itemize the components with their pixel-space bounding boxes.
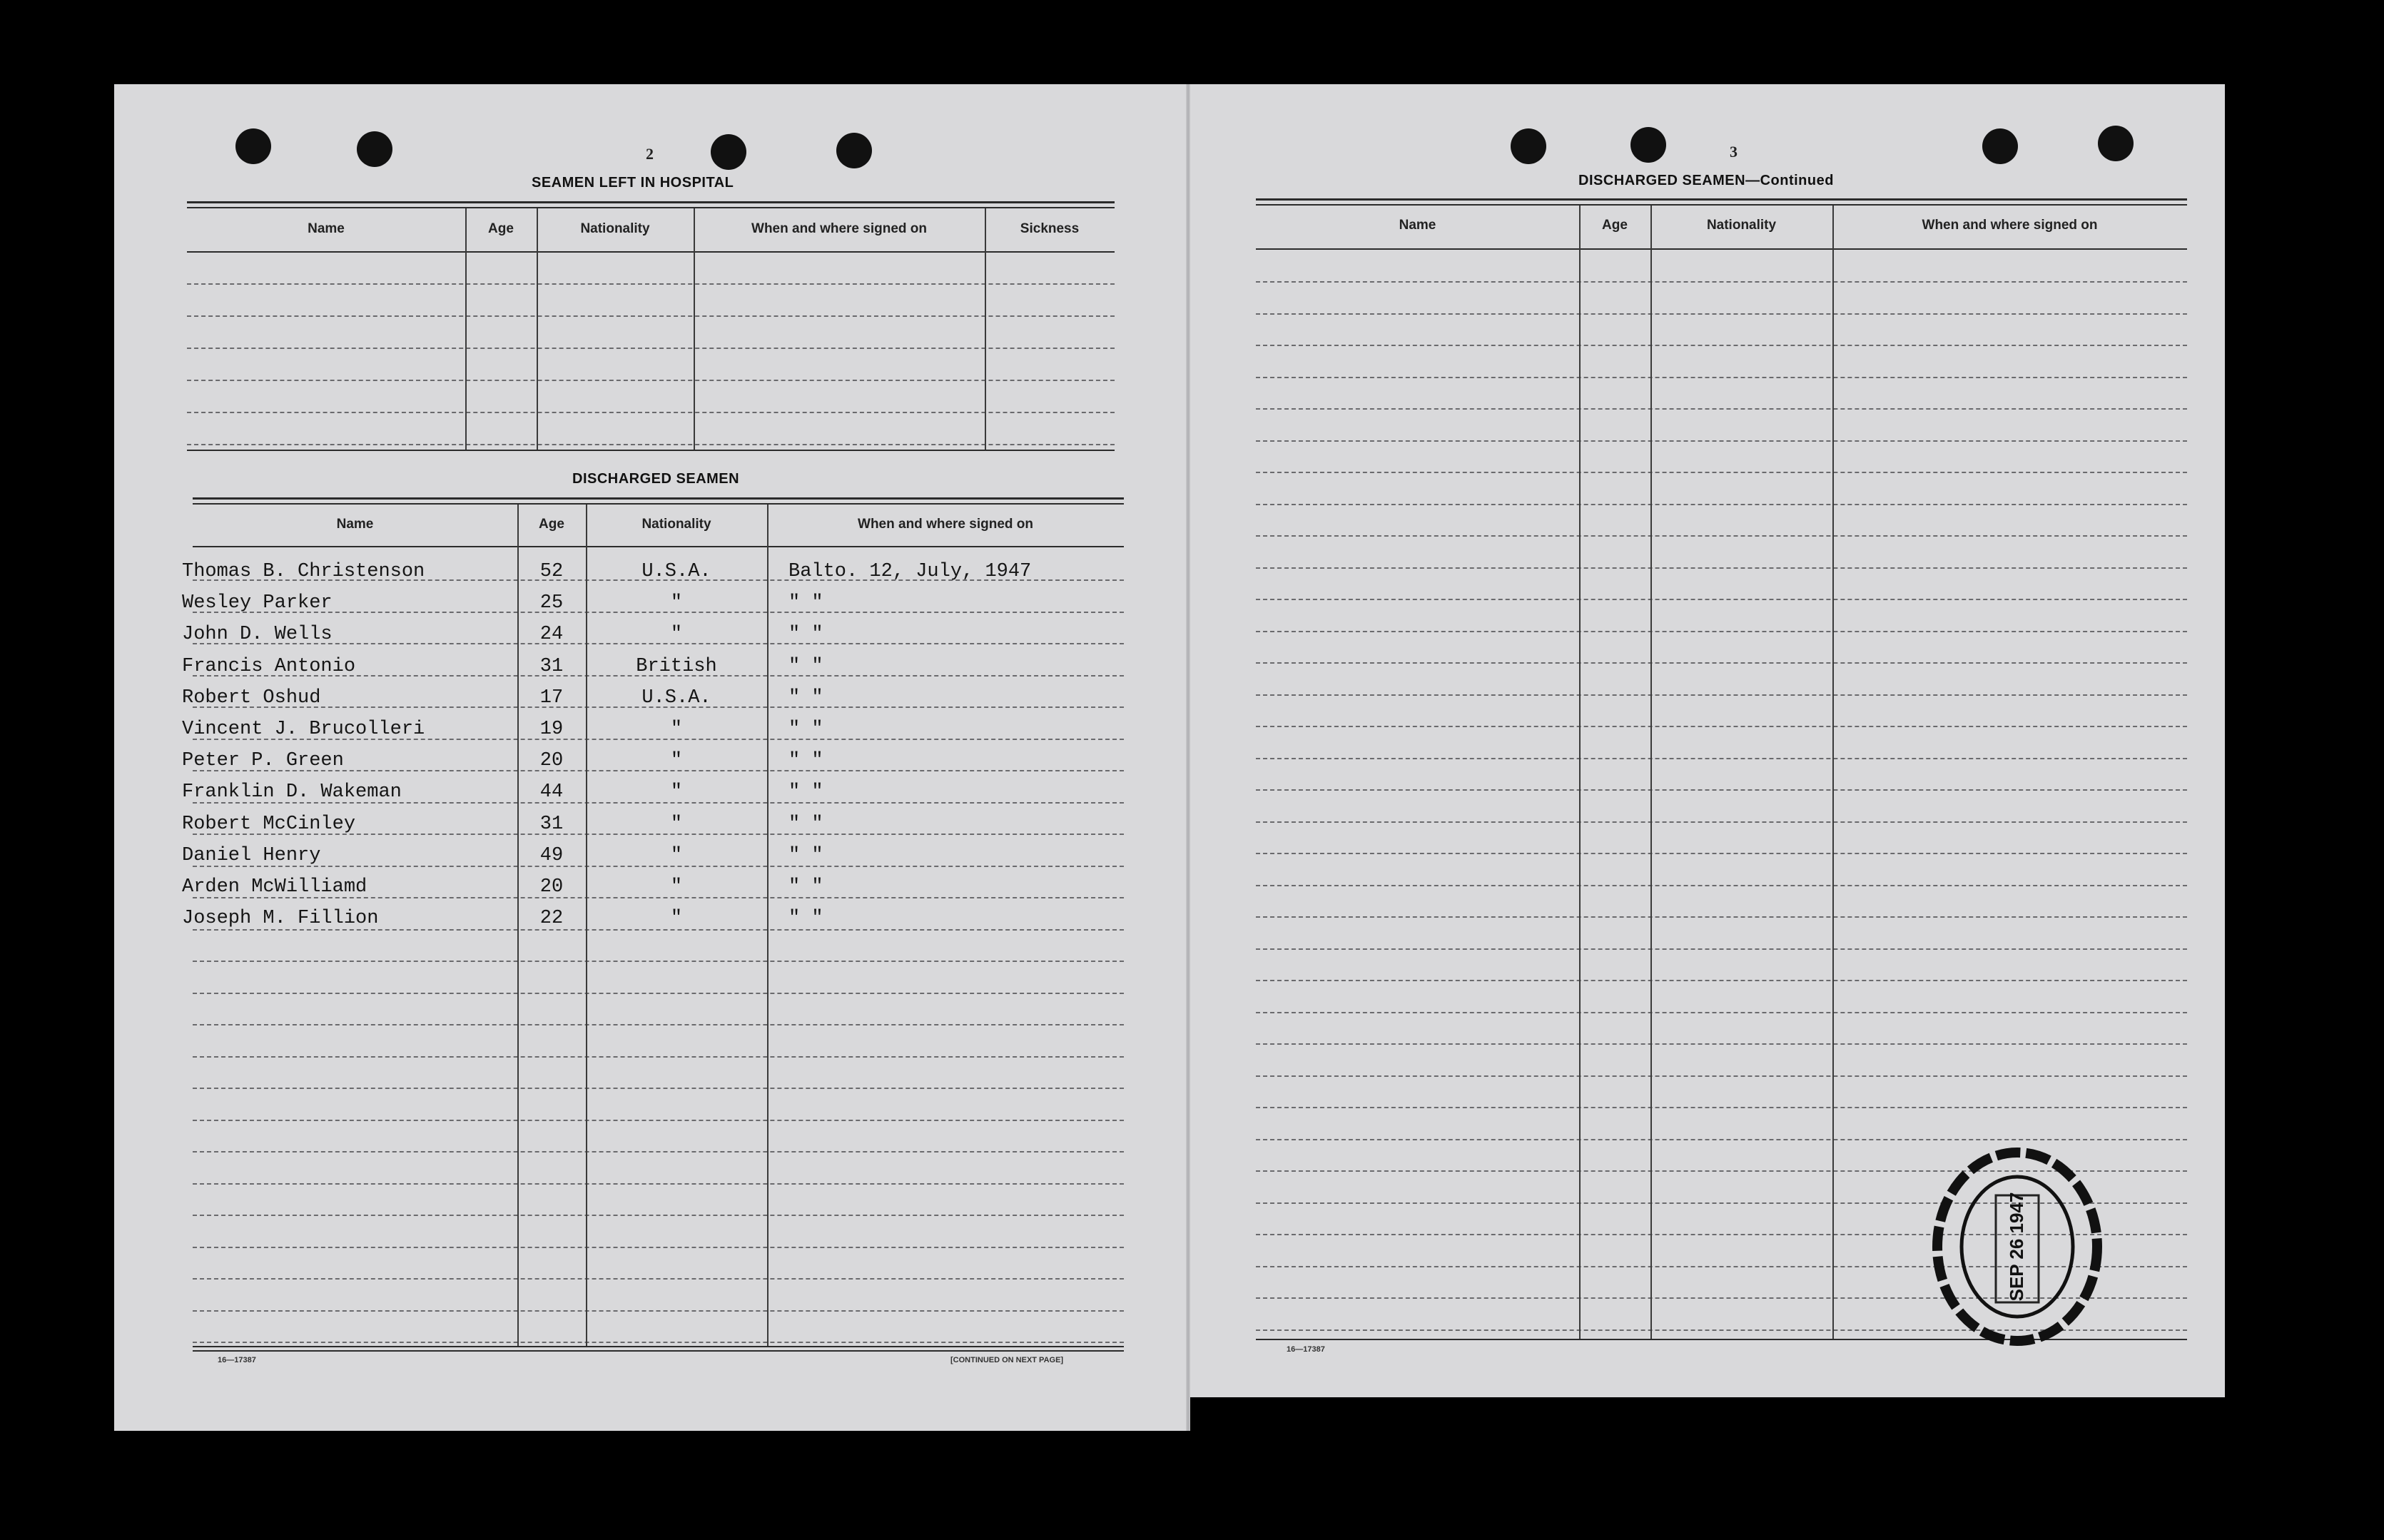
- table-rule-line: [187, 348, 1115, 349]
- hospital-header-nationality: Nationality: [580, 221, 650, 236]
- table-rule-line: [1256, 631, 2187, 632]
- seaman-name: Franklin D. Wakeman: [182, 781, 402, 804]
- table-rule-line: [187, 315, 1115, 317]
- table-rule-line: [1256, 853, 2187, 854]
- page-fold: [1186, 84, 1190, 1431]
- seaman-nationality: ": [670, 750, 683, 772]
- table-rule-line: [193, 1088, 1124, 1089]
- seaman-age: 17: [539, 687, 564, 709]
- table-rule-line: [1256, 1043, 2187, 1045]
- seaman-nationality: ": [670, 876, 683, 898]
- table-rule-line: [1256, 885, 2187, 886]
- table-rule-line: [1256, 313, 2187, 315]
- seaman-signed-on: " ": [788, 592, 823, 614]
- table-rule-line: [193, 1151, 1124, 1153]
- discharged-header-name: Name: [336, 517, 374, 532]
- seaman-nationality: ": [670, 908, 683, 930]
- punch-hole: [2098, 126, 2134, 161]
- table-rule-line: [1256, 281, 2187, 283]
- seaman-signed-on: " ": [788, 876, 823, 898]
- punch-hole: [836, 133, 872, 168]
- seaman-name: Joseph M. Fillion: [182, 908, 379, 930]
- table-rule-line: [1256, 980, 2187, 981]
- seaman-nationality: ": [670, 813, 683, 835]
- table-rule-line: [193, 1278, 1124, 1280]
- table-rule-line: [187, 283, 1115, 285]
- table-rule-line: [1256, 440, 2187, 442]
- seaman-signed-on: Balto. 12, July, 1947: [788, 561, 1032, 582]
- seaman-signed-on: " ": [788, 844, 823, 866]
- seaman-nationality: U.S.A.: [641, 687, 711, 709]
- table-rule-line: [1256, 535, 2187, 537]
- table-rule-line: [193, 1183, 1124, 1185]
- table-rule-line: [1256, 1075, 2187, 1077]
- seaman-signed-on: " ": [788, 908, 823, 930]
- punch-hole: [357, 131, 392, 167]
- seaman-nationality: ": [670, 592, 683, 614]
- table-rule-line: [1256, 1107, 2187, 1108]
- table-rule-line: [193, 1247, 1124, 1248]
- form-number-left: 16—17387: [218, 1356, 256, 1364]
- table-rule-line: [193, 961, 1124, 962]
- discharged-header-signed-on: When and where signed on: [858, 517, 1033, 532]
- table-rule-line: [1256, 472, 2187, 473]
- discharged-header-age: Age: [539, 517, 564, 532]
- seaman-nationality: ": [670, 719, 683, 740]
- discharged-header-nationality: Nationality: [641, 517, 711, 532]
- seaman-age: 49: [539, 844, 564, 866]
- table-rule-line: [1256, 345, 2187, 346]
- table-rule-line: [193, 1215, 1124, 1216]
- punch-hole: [1511, 128, 1546, 164]
- seaman-signed-on: " ": [788, 624, 823, 646]
- page-number-left: 2: [646, 145, 654, 163]
- seaman-nationality: ": [670, 781, 683, 804]
- seaman-signed-on: " ": [788, 655, 823, 677]
- form-number-right: 16—17387: [1287, 1345, 1325, 1354]
- table-rule-line: [1256, 408, 2187, 410]
- seaman-name: Francis Antonio: [182, 655, 356, 677]
- seaman-signed-on: " ": [788, 781, 823, 804]
- cont-header-age: Age: [1602, 218, 1628, 233]
- continued-note: [CONTINUED ON NEXT PAGE]: [950, 1356, 1064, 1364]
- table-rule-line: [1256, 504, 2187, 505]
- table-rule-line: [1256, 1139, 2187, 1140]
- seaman-name: Robert Oshud: [182, 687, 321, 709]
- punch-hole: [235, 128, 271, 164]
- table-rule-line: [193, 1120, 1124, 1121]
- table-rule-line: [1256, 789, 2187, 791]
- hospital-header-age: Age: [488, 221, 514, 236]
- seaman-name: John D. Wells: [182, 624, 333, 646]
- table-rule-line: [193, 1310, 1124, 1312]
- table-rule-line: [1256, 567, 2187, 569]
- seaman-nationality: British: [636, 655, 717, 677]
- table-rule-line: [193, 1342, 1124, 1343]
- date-stamp-icon: [1930, 1145, 2105, 1349]
- seaman-age: 25: [539, 592, 564, 614]
- seaman-age: 20: [539, 750, 564, 772]
- page-number-right: 3: [1730, 143, 1738, 161]
- table-rule-line: [193, 993, 1124, 994]
- table-rule-line: [1256, 758, 2187, 759]
- table-rule-line: [1256, 948, 2187, 950]
- seaman-age: 24: [539, 624, 564, 646]
- hospital-header-name: Name: [308, 221, 345, 236]
- seaman-name: Thomas B. Christenson: [182, 561, 425, 582]
- table-rule-line: [1256, 1012, 2187, 1013]
- seaman-name: Wesley Parker: [182, 592, 333, 614]
- seaman-name: Daniel Henry: [182, 844, 321, 866]
- discharged-section-title: DISCHARGED SEAMEN: [572, 471, 740, 487]
- cont-header-name: Name: [1399, 218, 1436, 233]
- hospital-header-sickness: Sickness: [1020, 221, 1080, 236]
- seaman-signed-on: " ": [788, 813, 823, 835]
- seaman-signed-on: " ": [788, 750, 823, 772]
- table-rule-line: [1256, 377, 2187, 378]
- seaman-age: 19: [539, 719, 564, 740]
- seaman-age: 22: [539, 908, 564, 930]
- seaman-name: Robert McCinley: [182, 813, 356, 835]
- discharged-continued-title: DISCHARGED SEAMEN—Continued: [1578, 173, 1834, 188]
- cont-header-signed-on: When and where signed on: [1922, 218, 2098, 233]
- table-rule-line: [1256, 662, 2187, 664]
- table-rule-line: [187, 412, 1115, 413]
- seaman-nationality: ": [670, 624, 683, 646]
- seaman-nationality: U.S.A.: [641, 561, 711, 582]
- seaman-age: 52: [539, 561, 564, 582]
- cont-header-nationality: Nationality: [1706, 218, 1777, 233]
- stamp-date: SEP 26 1947: [2006, 1192, 2027, 1302]
- seaman-nationality: ": [670, 844, 683, 866]
- seaman-age: 31: [539, 813, 564, 835]
- seaman-name: Vincent J. Brucolleri: [182, 719, 425, 740]
- seaman-age: 20: [539, 876, 564, 898]
- seaman-signed-on: " ": [788, 719, 823, 740]
- hospital-header-signed-on: When and where signed on: [751, 221, 927, 236]
- table-rule-line: [1256, 599, 2187, 600]
- table-rule-line: [1256, 694, 2187, 696]
- table-rule-line: [1256, 916, 2187, 918]
- seaman-name: Peter P. Green: [182, 750, 344, 772]
- hospital-section-title: SEAMEN LEFT IN HOSPITAL: [532, 175, 734, 191]
- table-rule-line: [187, 380, 1115, 381]
- table-rule-line: [187, 444, 1115, 445]
- table-rule-line: [1256, 726, 2187, 727]
- punch-hole: [1630, 127, 1666, 163]
- seaman-signed-on: " ": [788, 687, 823, 709]
- seaman-name: Arden McWilliamd: [182, 876, 367, 898]
- seaman-age: 31: [539, 655, 564, 677]
- table-rule-line: [193, 1056, 1124, 1058]
- table-rule-line: [193, 1024, 1124, 1025]
- table-rule-line: [1256, 821, 2187, 823]
- seaman-age: 44: [539, 781, 564, 804]
- punch-hole: [711, 134, 746, 170]
- punch-hole: [1982, 128, 2018, 164]
